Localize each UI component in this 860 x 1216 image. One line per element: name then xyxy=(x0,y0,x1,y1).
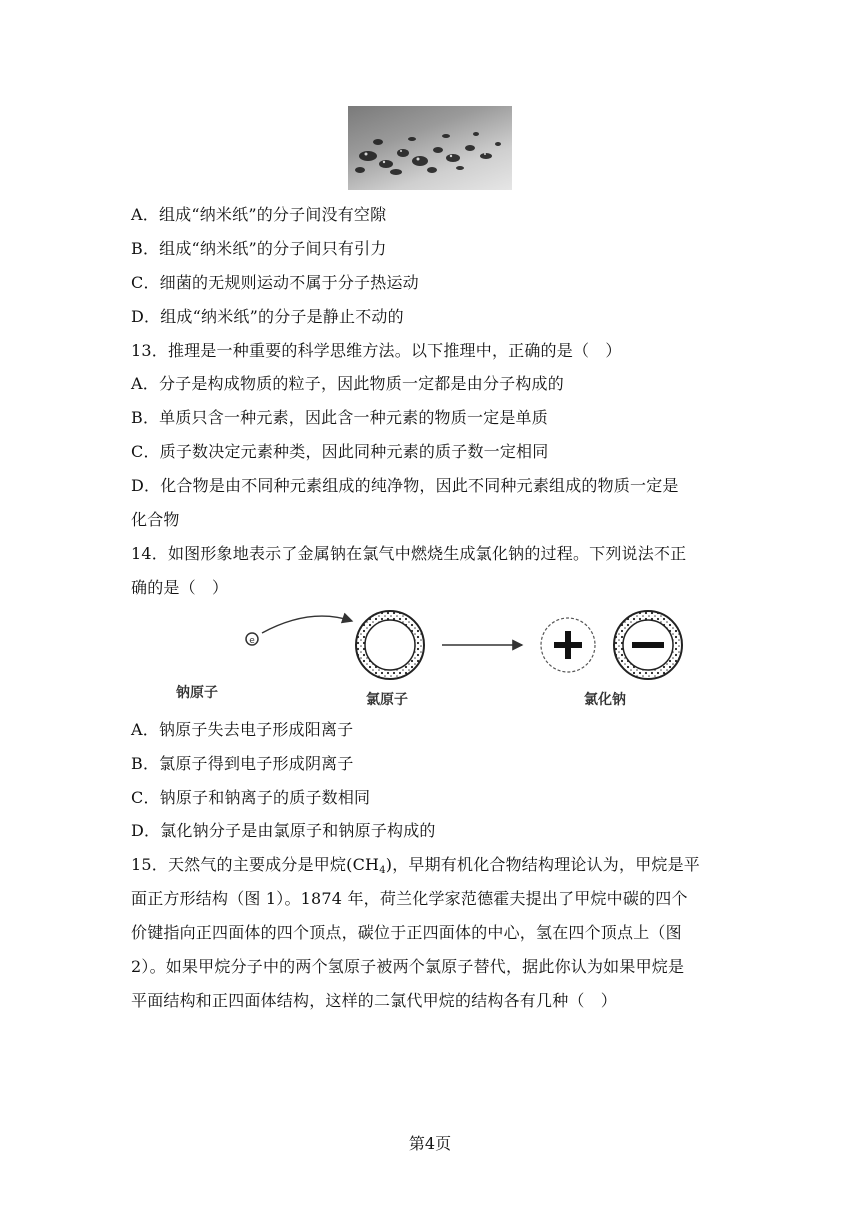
q14-stem-line2: 确的是（ ） xyxy=(131,578,229,597)
q15-line1-pre: 15．天然气的主要成分是甲烷(CH xyxy=(131,855,380,874)
minus-icon xyxy=(632,642,664,648)
electron-icon xyxy=(246,633,258,646)
sodium-chloride-diagram xyxy=(170,605,700,715)
q15-line5: 平面结构和正四面体结构，这样的二氯代甲烷的结构各有几种（ ） xyxy=(131,991,618,1010)
q12-option-c: C．细菌的无规则运动不属于分子热运动 xyxy=(131,273,419,292)
q14-option-d: D．氯化钠分子是由氯原子和钠原子构成的 xyxy=(131,821,436,840)
q12-option-a: A．组成“纳米纸”的分子间没有空隙 xyxy=(131,205,387,224)
q13-stem: 13．推理是一种重要的科学思维方法。以下推理中，正确的是（ ） xyxy=(131,341,622,360)
sodium-cation xyxy=(541,618,595,672)
label-sodium-atom: 钠原子 xyxy=(176,685,218,701)
q12-option-b: B．组成“纳米纸”的分子间只有引力 xyxy=(131,239,387,258)
q15-line1-post: )，早期有机化合物结构理论认为，甲烷是平 xyxy=(385,855,701,874)
q15-line1 xyxy=(131,855,700,881)
q14-option-b: B．氯原子得到电子形成阴离子 xyxy=(131,754,354,773)
q14-option-c: C．钠原子和钠离子的质子数相同 xyxy=(131,788,371,807)
q15-line4: 2）。如果甲烷分子中的两个氢原子被两个氯原子替代，据此你认为如果甲烷是 xyxy=(131,957,685,976)
electron-symbol: e xyxy=(249,636,255,646)
q13-option-d-cont: 化合物 xyxy=(131,510,180,529)
water-droplets-image xyxy=(348,106,512,190)
q13-option-c: C．质子数决定元素种类，因此同种元素的质子数一定相同 xyxy=(131,442,549,461)
label-chlorine-atom: 氯原子 xyxy=(366,692,408,708)
q15-line1-sub: 4 xyxy=(379,865,386,876)
q14-option-a: A．钠原子失去电子形成阳离子 xyxy=(131,720,354,739)
q13-option-d: D．化合物是由不同种元素组成的纯净物，因此不同种元素组成的物质一定是 xyxy=(131,476,679,495)
q13-option-b: B．单质只含一种元素，因此含一种元素的物质一定是单质 xyxy=(131,408,548,427)
nano-paper-photo xyxy=(348,106,512,190)
label-sodium-chloride: 氯化钠 xyxy=(584,692,626,708)
q13-option-a: A．分子是构成物质的粒子，因此物质一定都是由分子构成的 xyxy=(131,374,564,393)
q12-option-d: D．组成“纳米纸”的分子是静止不动的 xyxy=(131,307,404,326)
electron-transfer-arrow xyxy=(262,616,352,633)
q15-line3: 价键指向正四面体的四个顶点，碳位于正四面体的中心，氢在四个顶点上（图 xyxy=(131,923,682,942)
page-number: 第4页 xyxy=(408,1134,452,1153)
chlorine-atom xyxy=(356,611,424,679)
q14-stem-line1: 14．如图形象地表示了金属钠在氯气中燃烧生成氯化钠的过程。下列说法不正 xyxy=(131,544,687,563)
chloride-anion xyxy=(614,611,682,679)
q15-line2: 面正方形结构（图 1）。1874 年，荷兰化学家范德霍夫提出了甲烷中碳的四个 xyxy=(131,889,688,908)
